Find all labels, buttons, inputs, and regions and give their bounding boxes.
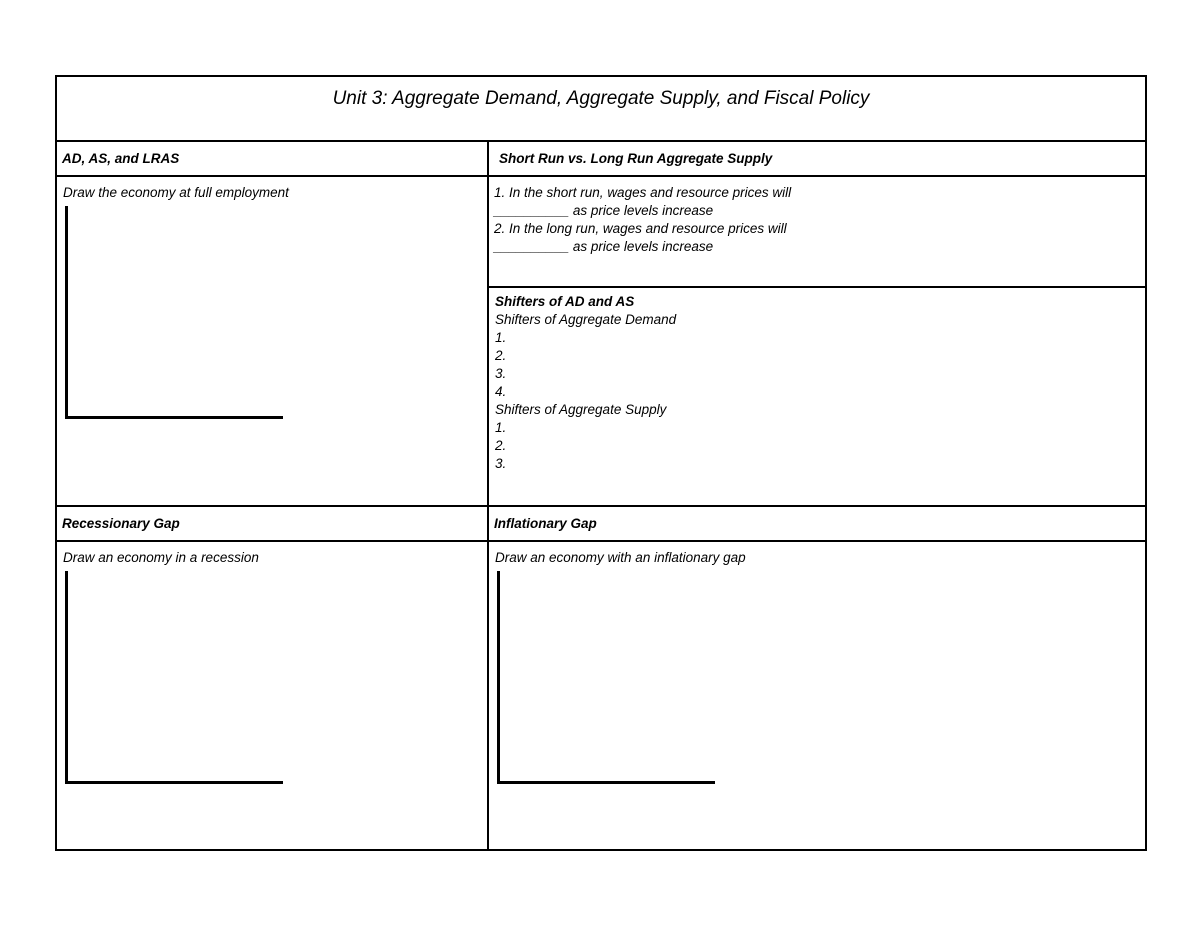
instruction-full-employment: Draw the economy at full employment (63, 185, 289, 200)
list-item: 2. (495, 438, 507, 453)
divider-header-row-2 (57, 540, 1145, 542)
list-item: 3. (495, 456, 507, 471)
long-run-blank: __________ as price levels increase (494, 239, 714, 254)
instruction-inflationary-gap: Draw an economy with an inflationary gap (495, 550, 746, 565)
short-run-question: 1. In the short run, wages and resource prices will (494, 185, 792, 200)
graph-axes-recession (65, 571, 283, 784)
list-item: 1. (495, 420, 507, 435)
worksheet (55, 75, 1147, 851)
shifters-block (495, 293, 676, 473)
header-inflationary-gap: Inflationary Gap (494, 516, 597, 531)
divider-header-row-1 (57, 175, 1145, 177)
list-item: 2. (495, 348, 507, 363)
list-item: 3. (495, 366, 507, 381)
graph-axes-inflationary-gap (497, 571, 715, 784)
header-shifters: Shifters of AD and AS (495, 294, 635, 309)
graph-axes-full-employment (65, 206, 283, 419)
list-item: 4. (495, 384, 507, 399)
divider-row-2 (57, 505, 1145, 507)
worksheet-title: Unit 3: Aggregate Demand, Aggregate Supply, and Fiscal Policy (332, 88, 870, 109)
long-run-question: 2. In the long run, wages and resource prices will (494, 221, 787, 236)
divider-short-long-shifters (489, 286, 1147, 288)
list-item: 1. (495, 330, 507, 345)
short-run-blank: __________ as price levels increase (494, 203, 714, 218)
shifters-as-label: Shifters of Aggregate Supply (495, 402, 667, 417)
header-recessionary-gap: Recessionary Gap (62, 516, 180, 531)
header-ad-as-lras: AD, AS, and LRAS (62, 151, 180, 166)
header-short-vs-long-run: Short Run vs. Long Run Aggregate Supply (499, 151, 773, 166)
divider-title (57, 140, 1145, 142)
instruction-recession: Draw an economy in a recession (63, 550, 259, 565)
divider-column (487, 140, 489, 851)
shifters-ad-label: Shifters of Aggregate Demand (495, 312, 677, 327)
